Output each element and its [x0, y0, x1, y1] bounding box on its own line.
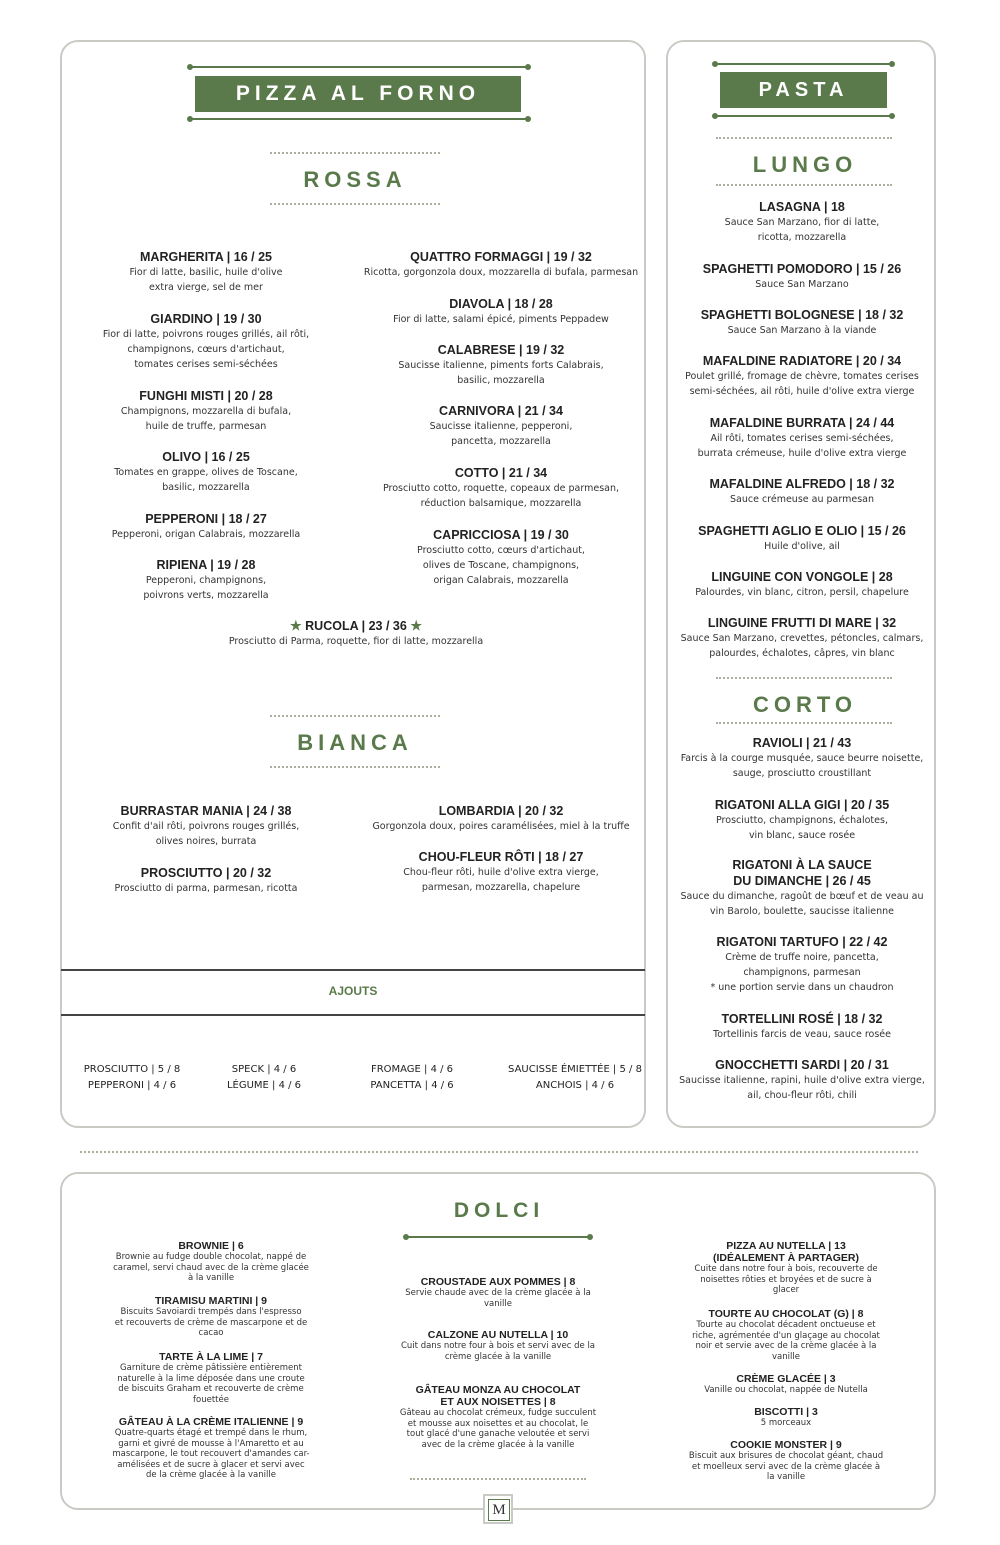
item-name: TORTELLINI ROSÉ | 18 / 32 — [721, 1012, 883, 1026]
item-description: olives de Toscane, champignons, — [422, 560, 580, 571]
item-description: pancetta, mozzarella — [451, 436, 551, 447]
item-description: extra vierge, sel de mer — [149, 282, 263, 293]
item-description: sauge, prosciutto croustillant — [732, 768, 872, 779]
item-description: Prosciutto cotto, roquette, copeaux de parmesan, — [382, 483, 620, 494]
ajouts-rule-top — [61, 969, 645, 971]
ajout-item: PROSCIUTTO | 5 / 8 — [83, 1064, 181, 1075]
item-name: GIARDINO | 19 / 30 — [150, 312, 262, 326]
item-description: Champignons, mozzarella di bufala, — [120, 406, 292, 417]
item-name: GÂTEAU À LA CRÈME ITALIENNE | 9 — [118, 1416, 304, 1428]
item-description: Sauce San Marzano — [755, 279, 849, 290]
item-description: ail, chou-fleur rôti, chili — [747, 1090, 857, 1101]
item-description: Sauce du dimanche, ragoût de bœuf et de veau au — [680, 891, 924, 902]
menu-item — [676, 353, 928, 399]
menu-item — [75, 249, 337, 295]
item-description: noir et servie avec de la crème glacée à la — [695, 1341, 877, 1351]
item-name: CARNIVORA | 21 / 34 — [439, 404, 563, 418]
menu-item — [676, 569, 928, 600]
ajouts-rule-bottom — [61, 1014, 645, 1016]
pasta-banner-bar-bottom — [715, 115, 892, 117]
item-description: Chou-fleur rôti, huile d'olive extra vierge, — [403, 867, 599, 878]
item-name: MARGHERITA | 16 / 25 — [140, 250, 272, 264]
item-description: * une portion servie dans un chaudron — [710, 982, 894, 993]
corto-divider-top — [716, 677, 892, 679]
rucola-desc: Prosciutto di Parma, roquette, fior di latte, mozzarella — [228, 636, 484, 647]
item-name: LINGUINE FRUTTI DI MARE | 32 — [707, 616, 897, 630]
item-description: réduction balsamique, mozzarella — [420, 498, 582, 509]
item-description: palourdes, échalotes, câpres, vin blanc — [709, 648, 895, 659]
lungo-heading: LUNGO — [752, 152, 858, 177]
item-name: TARTE À LA LIME | 7 — [159, 1351, 263, 1363]
ajout-item: SPECK | 4 / 6 — [231, 1064, 297, 1075]
item-description: Fior di latte, salami épicé, piments Peppadew — [393, 314, 609, 325]
item-name: RIGATONI TARTUFO | 22 / 42 — [716, 935, 888, 949]
menu-item — [392, 1384, 604, 1450]
page-separator — [80, 1151, 918, 1153]
bianca-heading: BIANCA — [297, 730, 413, 755]
ajout-item: LÉGUME | 4 / 6 — [226, 1080, 302, 1091]
item-description: la vanille — [766, 1472, 806, 1482]
item-description: amélisées et de sucre à glacer et servi avec — [117, 1459, 305, 1470]
menu-item — [676, 415, 928, 461]
item-description: Fior di latte, basilic, huile d'olive — [129, 267, 283, 278]
item-name: CRÈME GLACÉE | 3 — [736, 1373, 836, 1385]
menu-item — [686, 1308, 886, 1362]
item-name: MAFALDINE ALFREDO | 18 / 32 — [709, 477, 895, 491]
item-description: parmesan, mozzarella, chapelure — [421, 882, 581, 893]
item-name: CHOU-FLEUR RÔTI | 18 / 27 — [418, 850, 584, 864]
item-description: Servie chaude avec de la crème glacée à la — [405, 1288, 591, 1298]
item-description: Gorgonzola doux, poires caramélisées, miel à la truffe — [372, 821, 630, 832]
item-description: Tortellinis farcis de veau, sauce rosée — [713, 1029, 891, 1040]
item-description: et mousse aux noisettes et au chocolat, le — [407, 1418, 589, 1429]
bianca-divider-bottom — [270, 766, 440, 768]
item-description: crème glacée à la vanille — [444, 1351, 552, 1362]
item-description: Saucisse italienne, piments forts Calabrais, — [398, 360, 604, 371]
item-name: QUATTRO FORMAGGI | 19 / 32 — [410, 250, 592, 264]
item-description: Vanille ou chocolat, nappée de Nutella — [704, 1385, 868, 1395]
item-name: CROUSTADE AUX POMMES | 8 — [420, 1276, 576, 1288]
item-name: COOKIE MONSTER | 9 — [730, 1439, 842, 1451]
item-description: Sauce San Marzano, crevettes, pétoncles, calmars, — [680, 633, 924, 644]
item-name: CALZONE AU NUTELLA | 10 — [427, 1329, 569, 1341]
lungo-divider-bottom — [716, 184, 892, 186]
menu-item — [75, 511, 337, 542]
menu-item — [108, 1240, 314, 1284]
item-description: burrata crémeuse, huile d'olive extra vierge — [697, 448, 907, 459]
menu-item — [360, 403, 642, 449]
item-name: LASAGNA | 18 — [759, 200, 845, 214]
rucola-name: RUCOLA | 23 / 36 — [305, 619, 407, 633]
item-name: LINGUINE CON VONGOLE | 28 — [711, 570, 893, 584]
ajout-item: PEPPERONI | 4 / 6 — [87, 1080, 177, 1091]
item-description: naturelle à la lime déposée dans une croute — [117, 1373, 305, 1384]
menu-item — [392, 1329, 604, 1362]
item-name: LOMBARDIA | 20 / 32 — [438, 804, 564, 818]
dolci-divider-bottom — [410, 1478, 586, 1480]
corto-divider-bottom — [716, 722, 892, 724]
menu-item — [676, 857, 928, 919]
menu-item — [686, 1406, 886, 1429]
corto-heading: CORTO — [752, 692, 858, 717]
item-name: RAVIOLI | 21 / 43 — [752, 736, 852, 750]
item-description: basilic, mozzarella — [162, 482, 250, 493]
item-description: vin blanc, sauce rosée — [748, 830, 856, 841]
menu-item — [360, 249, 642, 280]
item-name: ET AUX NOISETTES | 8 — [440, 1396, 556, 1408]
item-description: Palourdes, vin blanc, citron, persil, chapelure — [695, 587, 909, 598]
menu-item — [108, 1295, 314, 1339]
item-description: de biscuits Graham et recouverte de crème — [118, 1384, 304, 1394]
item-description: Sauce San Marzano, fior di latte, — [724, 217, 880, 228]
menu-item — [360, 849, 642, 895]
ajout-item: ANCHOIS | 4 / 6 — [535, 1080, 615, 1091]
menu-item — [676, 261, 928, 292]
star-icon: ★ — [410, 618, 422, 633]
item-description: avec de la crème glacée à la vanille — [421, 1439, 575, 1450]
ajouts-heading: AJOUTS — [328, 984, 378, 998]
item-description: champignons, parmesan — [743, 967, 861, 978]
dolci-heading: DOLCI — [453, 1199, 545, 1222]
item-description: champignons, cœurs d'artichaut, — [127, 344, 285, 355]
item-description: Ricotta, gorgonzola doux, mozzarella di bufala, parmesan — [363, 267, 639, 278]
rossa-divider-bottom — [270, 203, 440, 205]
item-description: vin Barolo, boulette, saucisse italienne — [710, 906, 894, 917]
menu-item — [360, 465, 642, 511]
menu-item — [360, 803, 642, 834]
menu-item — [676, 1011, 928, 1042]
menu-item — [75, 311, 337, 372]
item-name: GÂTEAU MONZA AU CHOCOLAT — [415, 1384, 581, 1396]
item-description: Tourte au chocolat décadent onctueuse et — [696, 1320, 876, 1330]
item-description: Saucisse italienne, pepperoni, — [429, 421, 573, 432]
item-description: semi-séchées, ail rôti, huile d'olive extra vierge — [689, 386, 915, 397]
menu-item — [676, 797, 928, 843]
item-description: mascarpone, le tout recouvert d'amandes car- — [112, 1449, 310, 1459]
item-name: PEPPERONI | 18 / 27 — [145, 512, 267, 526]
item-description: vanille — [484, 1298, 512, 1309]
item-description: tout glacé d'une ganache veloutée et servi — [406, 1429, 590, 1439]
pizza-title: PIZZA AL FORNO — [195, 76, 521, 112]
item-description: Pepperoni, origan Calabrais, mozzarella — [111, 529, 301, 540]
menu-item — [676, 735, 928, 781]
item-name: COTTO | 21 / 34 — [454, 466, 548, 480]
item-description: riche, agrémentée d'un glaçage au chocolat — [692, 1330, 880, 1341]
item-description: basilic, mozzarella — [457, 375, 545, 386]
menu-item — [360, 527, 642, 588]
item-description: Sauce crémeuse au parmesan — [729, 494, 874, 505]
rucola-item — [200, 618, 512, 649]
item-name: MAFALDINE RADIATORE | 20 / 34 — [702, 354, 902, 368]
menu-item — [75, 449, 337, 495]
ajout-item: PANCETTA | 4 / 6 — [370, 1080, 454, 1091]
menu-item — [108, 1351, 314, 1405]
item-description: et moelleux servi avec de la crème glacée à — [691, 1461, 881, 1472]
item-name: OLIVO | 16 / 25 — [162, 450, 250, 464]
item-description: Prosciutto di parma, parmesan, ricotta — [114, 883, 298, 894]
item-name: PIZZA AU NUTELLA | 13 — [726, 1240, 846, 1252]
item-description: à la vanille — [187, 1273, 235, 1283]
pasta-title: PASTA — [720, 72, 887, 108]
item-description: fouettée — [193, 1394, 229, 1405]
item-description: tomates cerises semi-séchées — [134, 359, 278, 370]
item-name: CAPRICCIOSA | 19 / 30 — [433, 528, 569, 542]
rossa-divider-top — [270, 152, 440, 154]
menu-item — [676, 523, 928, 554]
bianca-divider-top — [270, 715, 440, 717]
menu-item — [676, 476, 928, 507]
logo-mark — [488, 1499, 510, 1521]
item-description: ricotta, mozzarella — [757, 232, 847, 243]
item-description: Sauce San Marzano à la viande — [727, 325, 877, 336]
item-name: RIGATONI À LA SAUCE — [732, 858, 872, 872]
dolci-bar — [406, 1236, 590, 1238]
ajout-item: FROMAGE | 4 / 6 — [370, 1064, 454, 1075]
item-description: Gâteau au chocolat crémeux, fudge succulent — [399, 1408, 597, 1418]
item-description: glacer — [772, 1285, 800, 1295]
item-name: RIGATONI ALLA GIGI | 20 / 35 — [714, 798, 890, 812]
item-description: Ail rôti, tomates cerises semi-séchées, — [710, 433, 894, 444]
item-description: caramel, servi chaud avec de la crème glacée — [113, 1262, 309, 1273]
menu-item — [676, 199, 928, 245]
item-name: TOURTE AU CHOCOLAT (G) | 8 — [708, 1308, 864, 1320]
star-icon: ★ — [290, 618, 302, 633]
item-name: BROWNIE | 6 — [178, 1240, 244, 1252]
item-name: PROSCIUTTO | 20 / 32 — [140, 866, 272, 880]
item-description: noisettes rôties et broyées et de sucre à — [700, 1274, 872, 1285]
item-name: CALABRESE | 19 / 32 — [437, 343, 565, 357]
menu-item — [75, 803, 337, 849]
menu-item — [108, 1416, 314, 1481]
item-description: de la crème glacée à la vanille — [146, 1470, 276, 1480]
item-description: origan Calabrais, mozzarella — [433, 575, 569, 586]
item-description: garni et givré de mousse à l'Amaretto et au — [118, 1438, 304, 1449]
item-name: (IDÉALEMENT À PARTAGER) — [712, 1252, 860, 1264]
item-description: Crème de truffe noire, pancetta, — [725, 952, 879, 963]
item-description: Biscuits Savoiardi trempés dans l'espresso — [120, 1307, 302, 1317]
menu-item — [686, 1439, 886, 1483]
item-description: Cuit dans notre four à bois et servi avec de la — [400, 1341, 596, 1351]
rossa-heading: ROSSA — [303, 167, 407, 192]
item-name: GNOCCHETTI SARDI | 20 / 31 — [715, 1058, 889, 1072]
item-description: Biscuit aux brisures de chocolat géant, chaud — [688, 1451, 884, 1461]
menu-item — [360, 342, 642, 388]
item-description: Prosciutto cotto, cœurs d'artichaut, — [417, 545, 585, 556]
item-name: BISCOTTI | 3 — [754, 1406, 818, 1418]
logo — [483, 1494, 513, 1524]
item-description: Pepperoni, champignons, — [145, 575, 267, 586]
item-name: SPAGHETTI POMODORO | 15 / 26 — [702, 262, 902, 276]
item-description: huile de truffe, parmesan — [145, 421, 267, 432]
menu-item — [676, 1057, 928, 1103]
item-description: Confit d'ail rôti, poivrons rouges grillés, — [112, 821, 300, 832]
logo-letter: M — [492, 1502, 506, 1518]
lungo-divider-top — [716, 137, 892, 139]
item-name: SPAGHETTI AGLIO E OLIO | 15 / 26 — [698, 524, 906, 538]
item-description: Tomates en grappe, olives de Toscane, — [114, 467, 298, 478]
item-description: Huile d'olive, ail — [764, 541, 840, 552]
item-description: cacao — [198, 1328, 224, 1338]
item-name: BURRASTAR MANIA | 24 / 38 — [120, 804, 292, 818]
item-description: poivrons verts, mozzarella — [143, 590, 269, 601]
menu-item — [75, 865, 337, 896]
menu-item — [676, 307, 928, 338]
menu-item — [686, 1240, 886, 1296]
item-name: MAFALDINE BURRATA | 24 / 44 — [709, 416, 895, 430]
item-description: et recouverts de crème de mascarpone et de — [114, 1317, 308, 1328]
item-description: Farcis à la courge musquée, sauce beurre noisette, — [680, 753, 924, 764]
pizza-banner-bar-top — [190, 66, 528, 68]
item-description: Fior di latte, poivrons rouges grillés, ail rôti, — [102, 329, 310, 340]
item-description: Quatre-quarts étagé et trempé dans le rhum, — [114, 1428, 308, 1438]
item-description: Poulet grillé, fromage de chèvre, tomates cerises — [685, 371, 919, 382]
item-name: DIAVOLA | 18 / 28 — [449, 297, 553, 311]
menu-item — [676, 615, 928, 661]
pizza-banner-bar-bottom — [190, 118, 528, 120]
menu-item — [75, 557, 337, 603]
item-description: Saucisse italienne, rapini, huile d'olive extra vierge, — [679, 1075, 925, 1086]
item-name: RIPIENA | 19 / 28 — [156, 558, 256, 572]
pasta-banner-bar-top — [715, 63, 892, 65]
menu-item — [392, 1276, 604, 1309]
item-description: Brownie au fudge double chocolat, nappé de — [115, 1252, 307, 1262]
item-description: olives noires, burrata — [155, 836, 257, 847]
menu-item — [360, 296, 642, 327]
menu-item — [676, 934, 928, 995]
item-description: Cuite dans notre four à bois, recouverte de — [694, 1264, 878, 1274]
item-name: DU DIMANCHE | 26 / 45 — [733, 874, 871, 888]
item-description: 5 morceaux — [760, 1418, 812, 1428]
item-name: SPAGHETTI BOLOGNESE | 18 / 32 — [700, 308, 904, 322]
item-description: vanille — [772, 1351, 800, 1362]
item-description: Garniture de crème pâtissière entièrement — [120, 1363, 302, 1373]
item-name: FUNGHI MISTI | 20 / 28 — [139, 389, 273, 403]
item-description: Prosciutto, champignons, échalotes, — [716, 815, 888, 826]
ajout-item: SAUCISSE ÉMIETTÉE | 5 / 8 — [508, 1064, 642, 1075]
menu-item — [686, 1373, 886, 1396]
menu-item — [75, 388, 337, 434]
item-name: TIRAMISU MARTINI | 9 — [154, 1295, 268, 1307]
